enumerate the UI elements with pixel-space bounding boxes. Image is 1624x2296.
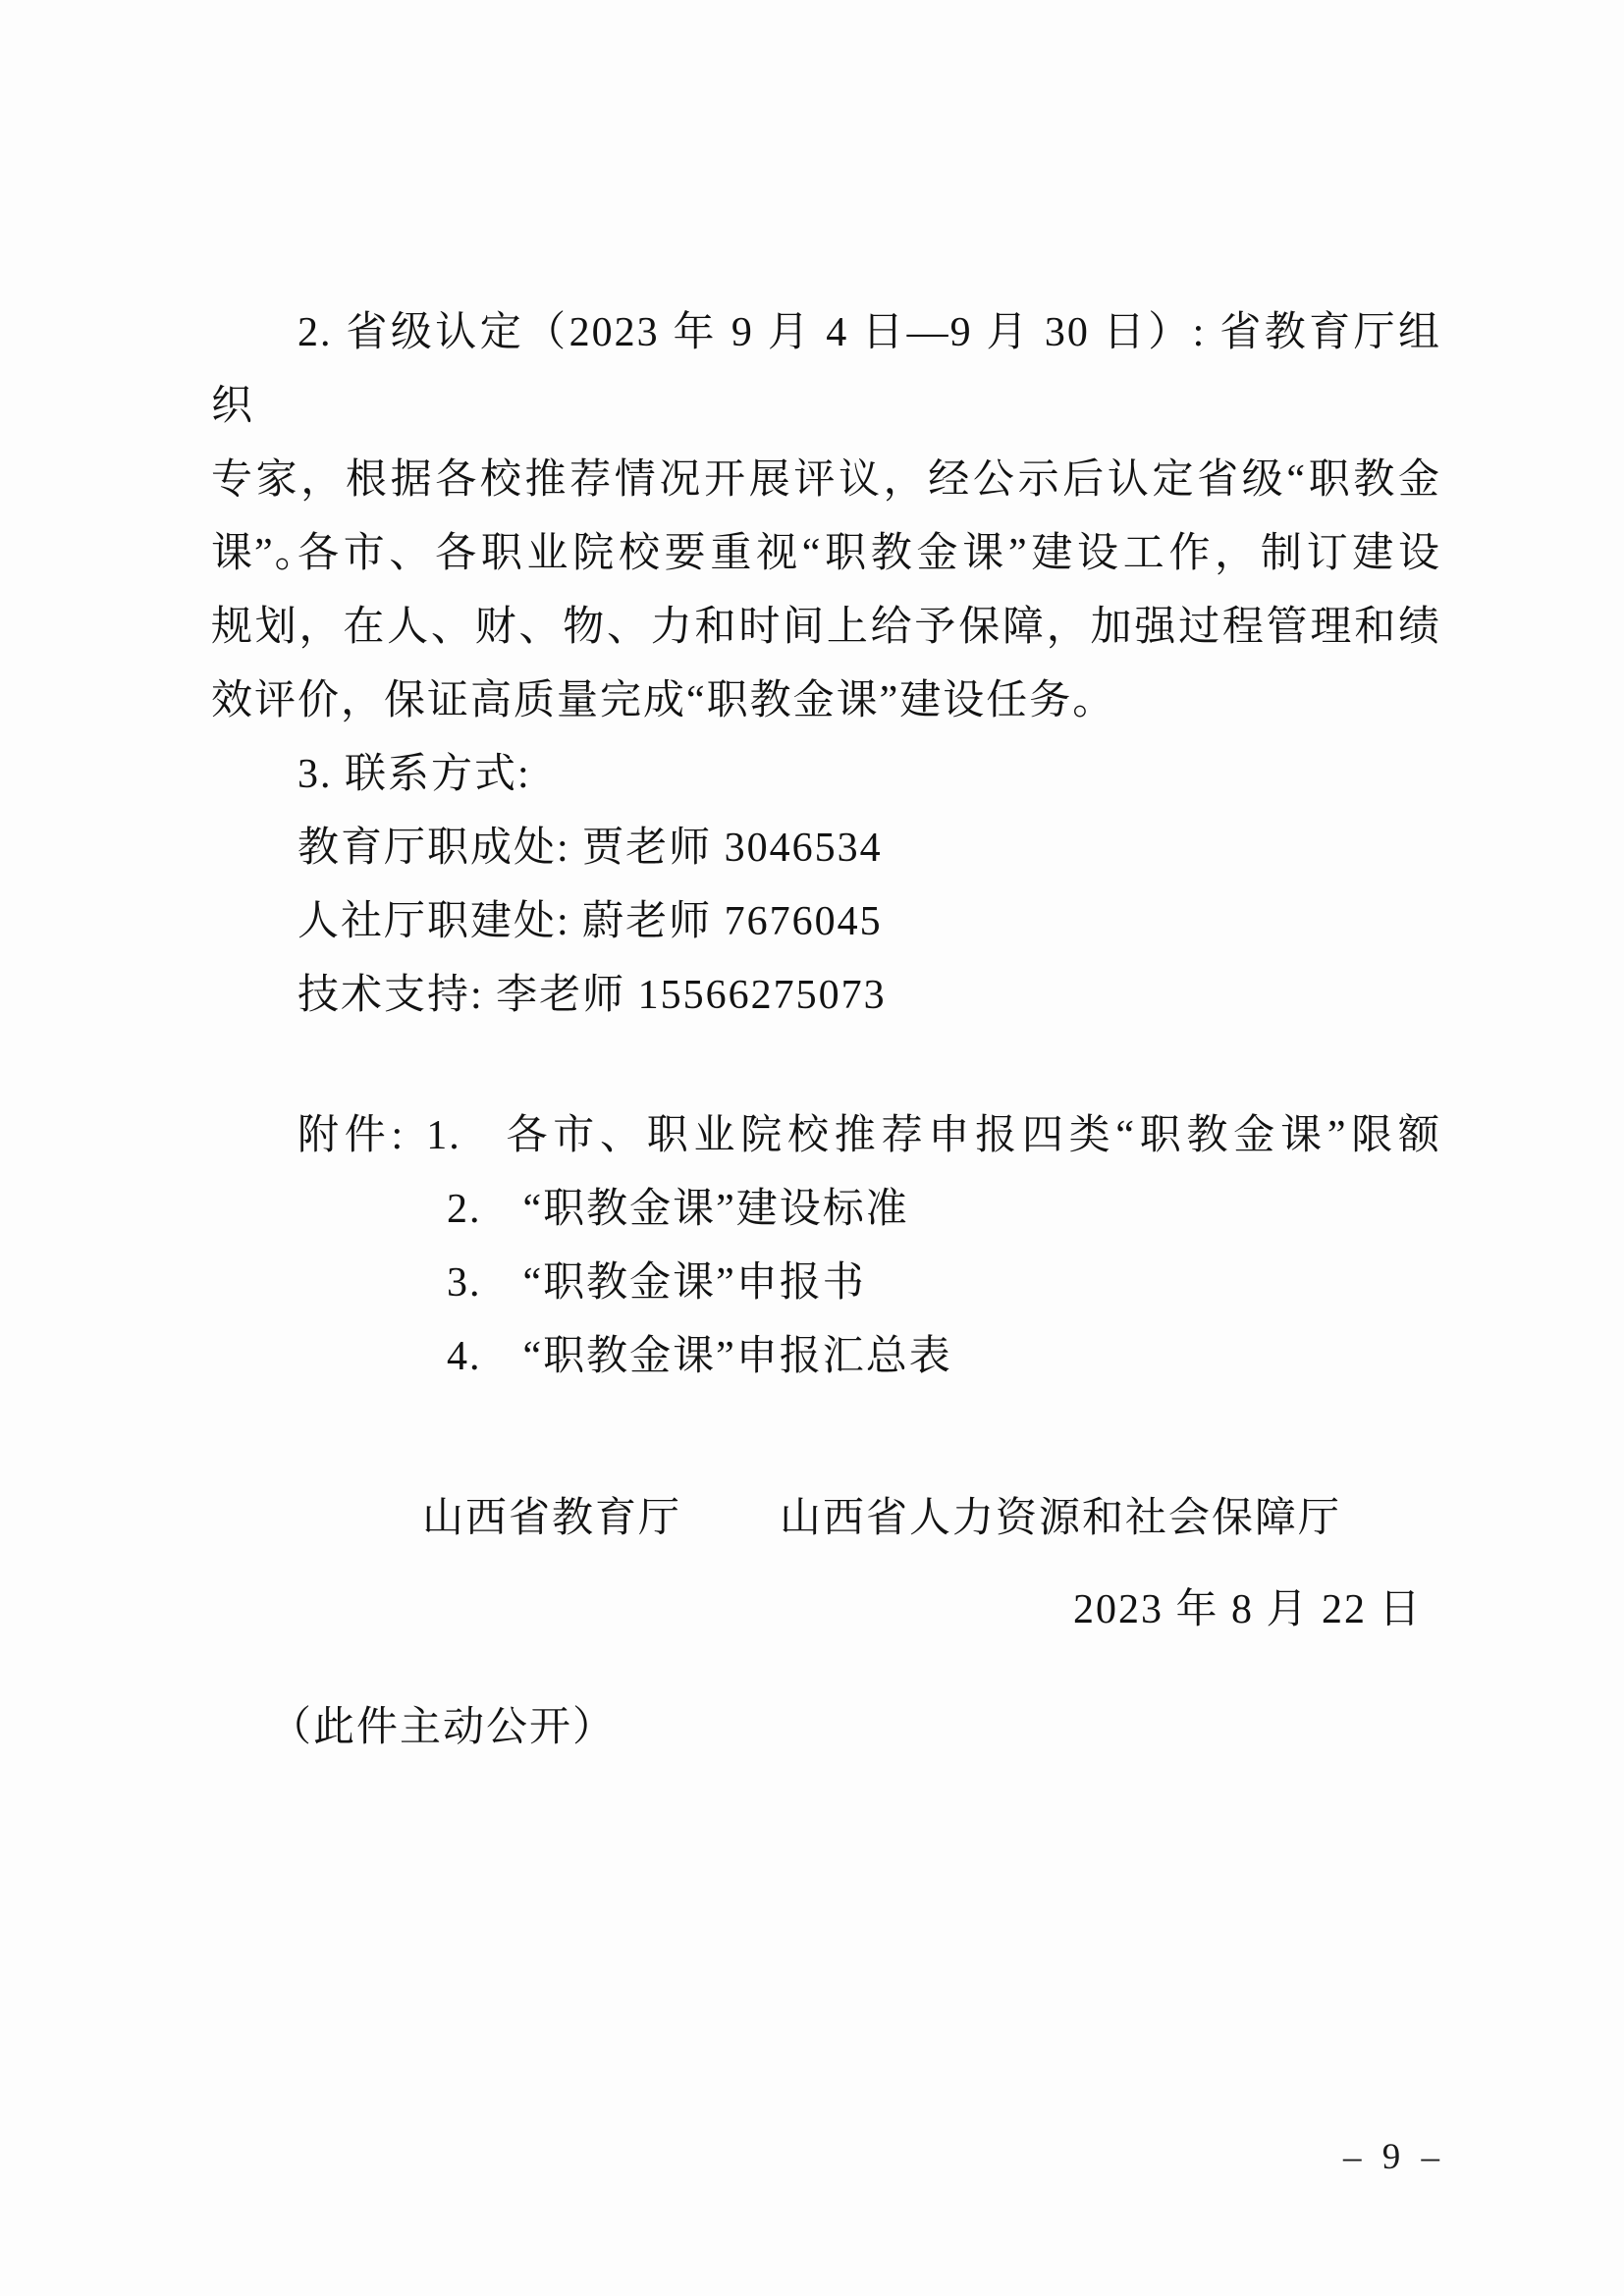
body-line: 专家，根据各校推荐情况开展评议，经公示后认定省级“职教金 [211, 457, 1441, 503]
attachment-list [211, 1099, 1441, 1394]
contact-line: 技术支持: 李老师 15566275073 [298, 973, 887, 1018]
page-number: – 9 – [1343, 2137, 1445, 2177]
body-line: 各市、各职业院校要重视“职教金课”建设工作，制订建设 [298, 531, 1441, 576]
contact-line: 教育厅职成处: 贾老师 3046534 [298, 826, 883, 871]
attachment-number: 3. [447, 1260, 482, 1306]
attachment-title: “职教金课”建设标准 [522, 1187, 909, 1232]
attachment-item [211, 1247, 1441, 1320]
disclosure-note: （此件主动公开） [270, 1705, 617, 1750]
attachment-number: 4. [447, 1334, 482, 1379]
attachment-item [211, 1099, 1441, 1173]
signature-date: 2023 年 8 月 22 日 [1073, 1587, 1423, 1632]
body-line: 规划，在人、财、物、力和时间上给予保障，加强过程管理和绩 [211, 605, 1441, 650]
contact-section [211, 738, 1441, 1033]
body-line: 效评价，保证高质量完成“职教金课”建设任务。 [211, 678, 1116, 723]
paragraph-construction-requirements [211, 517, 1441, 738]
body-line: 课”。 [211, 531, 318, 576]
signature-agency-hr: 山西省人力资源和社会保障厅 [780, 1496, 1342, 1541]
attachment-number: 1. [426, 1113, 461, 1158]
signature-agency-education: 山西省教育厅 [422, 1496, 682, 1541]
contact-line: 人社厅职建处: 蔚老师 7676045 [298, 899, 883, 944]
attachment-title: 各市、职业院校推荐申报四类“职教金课”限额 [502, 1113, 1441, 1158]
signature-agencies [211, 1482, 1624, 1556]
body-line: 2. 省级认定（2023 年 9 月 4 日—9 月 30 日）: 省教育厅组织 [211, 310, 1441, 429]
attachment-label: 附件: [298, 1113, 406, 1158]
attachment-item [211, 1173, 1441, 1247]
attachment-number: 2. [447, 1187, 482, 1232]
attachment-item [211, 1320, 1441, 1394]
attachment-title: “职教金课”申报汇总表 [522, 1334, 952, 1379]
attachment-title: “职教金课”申报书 [522, 1260, 866, 1306]
contact-heading: 3. 联系方式: [298, 752, 531, 797]
